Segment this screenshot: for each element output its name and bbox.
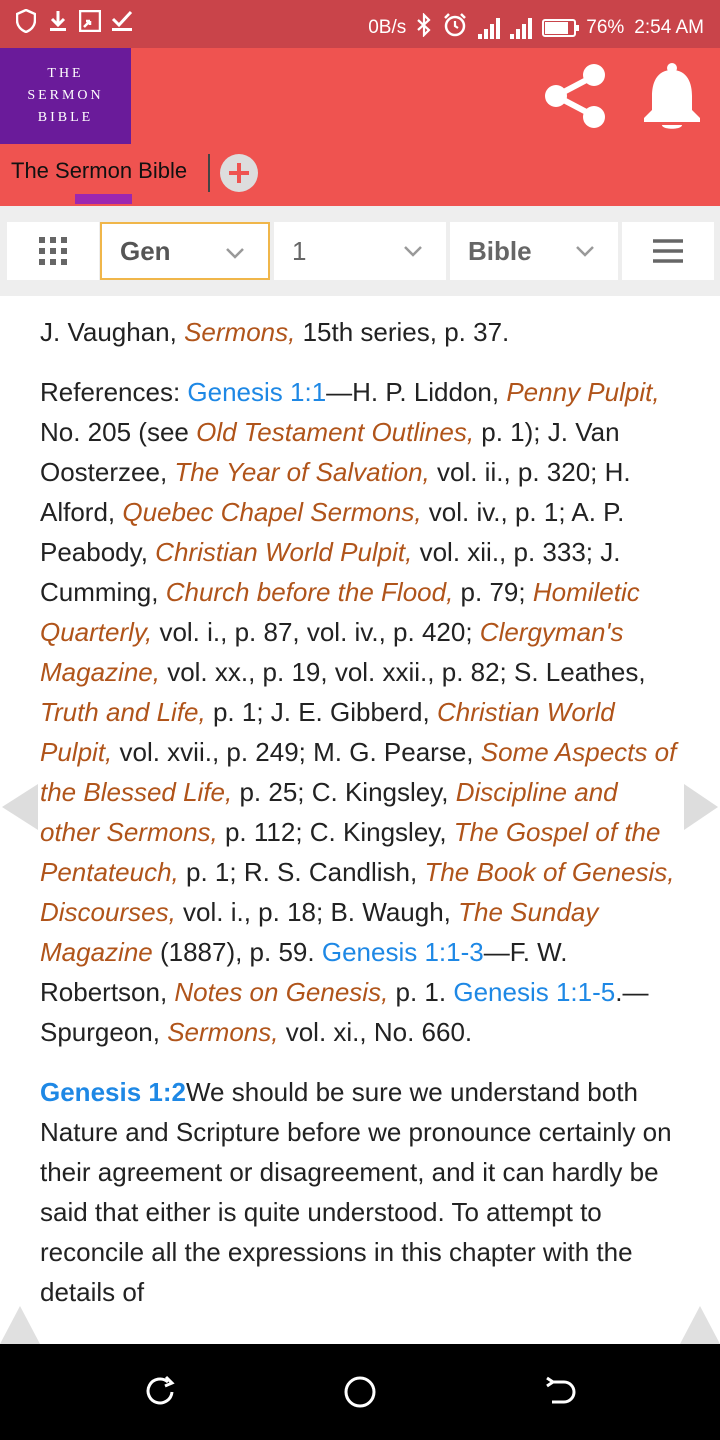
version-select[interactable] [450, 222, 618, 280]
bell-icon[interactable] [640, 62, 704, 132]
share-icon[interactable] [540, 60, 612, 132]
screenshot-icon [78, 8, 102, 34]
book-title: The Year of Salvation, [174, 457, 430, 487]
logo-line: BIBLE [37, 110, 94, 125]
add-tab-button[interactable] [220, 154, 258, 192]
alarm-icon [442, 12, 468, 44]
navigation-toolbar [0, 206, 720, 296]
check-icon [110, 8, 134, 34]
next-chapter-arrow-icon[interactable] [682, 782, 720, 832]
commentary-content [0, 296, 720, 1344]
citation-text: 15th series, p. 37. [295, 317, 510, 347]
hamburger-menu-button[interactable] [622, 222, 714, 280]
clock: 2:54 AM [634, 17, 704, 38]
verse-link[interactable]: Genesis 1:1-3 [321, 937, 484, 967]
home-icon[interactable] [342, 1374, 378, 1410]
chevron-down-icon [574, 240, 596, 262]
tab-divider [208, 154, 210, 192]
citation-text: p. 25; C. Kingsley, [232, 777, 456, 807]
book-title: Homiletic Quarterly, [40, 577, 640, 647]
logo-line: SERMON [27, 88, 104, 103]
signal-icon [478, 17, 500, 39]
book-title: Church before the Flood, [165, 577, 454, 607]
citation-text: vol. i., p. 18; B. Waugh, [175, 897, 459, 927]
battery-icon [542, 19, 576, 37]
download-icon [46, 8, 70, 34]
book-select[interactable] [100, 222, 270, 280]
verse-link[interactable]: Genesis 1:1-5 [453, 977, 616, 1007]
chapter-select-value: 1 [292, 235, 307, 266]
book-title: Quebec Chapel Sermons, [122, 497, 422, 527]
references-paragraph [0, 372, 720, 1052]
book-select-value: Gen [120, 235, 171, 266]
book-title: Christian World Pulpit, [40, 697, 615, 767]
book-title: Sermons, [167, 1017, 279, 1047]
author-text: J. Vaughan, [40, 317, 185, 347]
book-title: The Sunday Magazine [40, 897, 599, 967]
menu-icon [651, 237, 685, 265]
plus-icon [227, 161, 251, 185]
references-label: References: [40, 377, 188, 407]
citation-text: .—Spurgeon, [40, 977, 649, 1047]
citation-text: vol. xi., No. 660. [278, 1017, 473, 1047]
verse-link[interactable]: Genesis 1:2 [40, 1077, 186, 1107]
citation-text: —H. P. Liddon, [326, 377, 507, 407]
app-header [0, 48, 720, 206]
citation-text: vol. iv., p. 1; A. P. Peabody, [40, 497, 625, 567]
book-title: Sermons, [184, 317, 296, 347]
citation-text: vol. i., p. 87, vol. iv., p. 420; [152, 617, 480, 647]
citation-text: p. 1); J. Van Oosterzee, [40, 417, 620, 487]
citation-text: p. 1; J. E. Gibberd, [205, 697, 437, 727]
citation-text: vol. xii., p. 333; J. Cumming, [40, 537, 621, 607]
version-select-value: Bible [468, 235, 532, 266]
citation-text: (1887), p. 59. [152, 937, 322, 967]
book-title: Clergyman's Magazine, [40, 617, 624, 687]
citation-text: vol. xvii., p. 249; M. G. Pearse, [112, 737, 481, 767]
bluetooth-icon [416, 13, 432, 43]
tab-indicator [75, 194, 132, 204]
recent-apps-icon[interactable] [142, 1374, 178, 1410]
book-title: Some Aspects of the Blessed Life, [40, 737, 677, 807]
logo-line: THE [47, 66, 84, 81]
book-title: Notes on Genesis, [174, 977, 389, 1007]
book-title: Discipline and other Sermons, [40, 777, 618, 847]
book-title: The Gospel of the Pentateuch, [40, 817, 661, 887]
citation-text: p. 79; [453, 577, 533, 607]
battery-percent: 76% [586, 17, 625, 38]
tab-bar [0, 144, 720, 206]
shield-icon [14, 8, 38, 34]
status-bar [0, 0, 720, 48]
commentary-text: We should be sure we understand both Nature and Scripture before we pronounce certainly on their agreement or disagreement, and it can hardly be said that either is quite understood. To attempt to reconcile all the expressions in this chapter with the details of [40, 1077, 672, 1307]
chevron-down-icon [402, 240, 424, 262]
book-title: Christian World Pulpit, [155, 537, 413, 567]
chapter-select[interactable] [274, 222, 446, 280]
previous-chapter-arrow-icon[interactable] [0, 782, 40, 832]
commentary-paragraph [0, 1072, 720, 1312]
grid-icon [37, 235, 69, 267]
book-title: The Book of Genesis, Discourses, [40, 857, 675, 927]
citation-text: p. 1. [388, 977, 454, 1007]
book-title: Truth and Life, [40, 697, 206, 727]
paragraph [0, 296, 720, 352]
citation-text: vol. xx., p. 19, vol. xxii., p. 82; S. Leathes, [159, 657, 646, 687]
citation-text: No. 205 (see [40, 417, 197, 447]
grid-menu-button[interactable] [7, 222, 99, 280]
system-navigation-bar [0, 1344, 720, 1440]
citation-text: p. 1; R. S. Candlish, [178, 857, 425, 887]
tab-sermon-bible[interactable]: The Sermon Bible [11, 158, 188, 183]
book-title: Penny Pulpit, [506, 377, 660, 407]
book-title: Old Testament Outlines, [196, 417, 475, 447]
back-icon[interactable] [542, 1374, 578, 1410]
verse-link[interactable]: Genesis 1:1 [187, 377, 327, 407]
citation-text: vol. ii., p. 320; H. Alford, [40, 457, 631, 527]
signal-icon [510, 17, 532, 39]
app-logo[interactable] [0, 48, 131, 144]
citation-text: p. 112; C. Kingsley, [217, 817, 454, 847]
net-speed: 0B/s [368, 17, 407, 38]
citation-text: —F. W. Robertson, [40, 937, 568, 1007]
chevron-down-icon [224, 242, 246, 264]
